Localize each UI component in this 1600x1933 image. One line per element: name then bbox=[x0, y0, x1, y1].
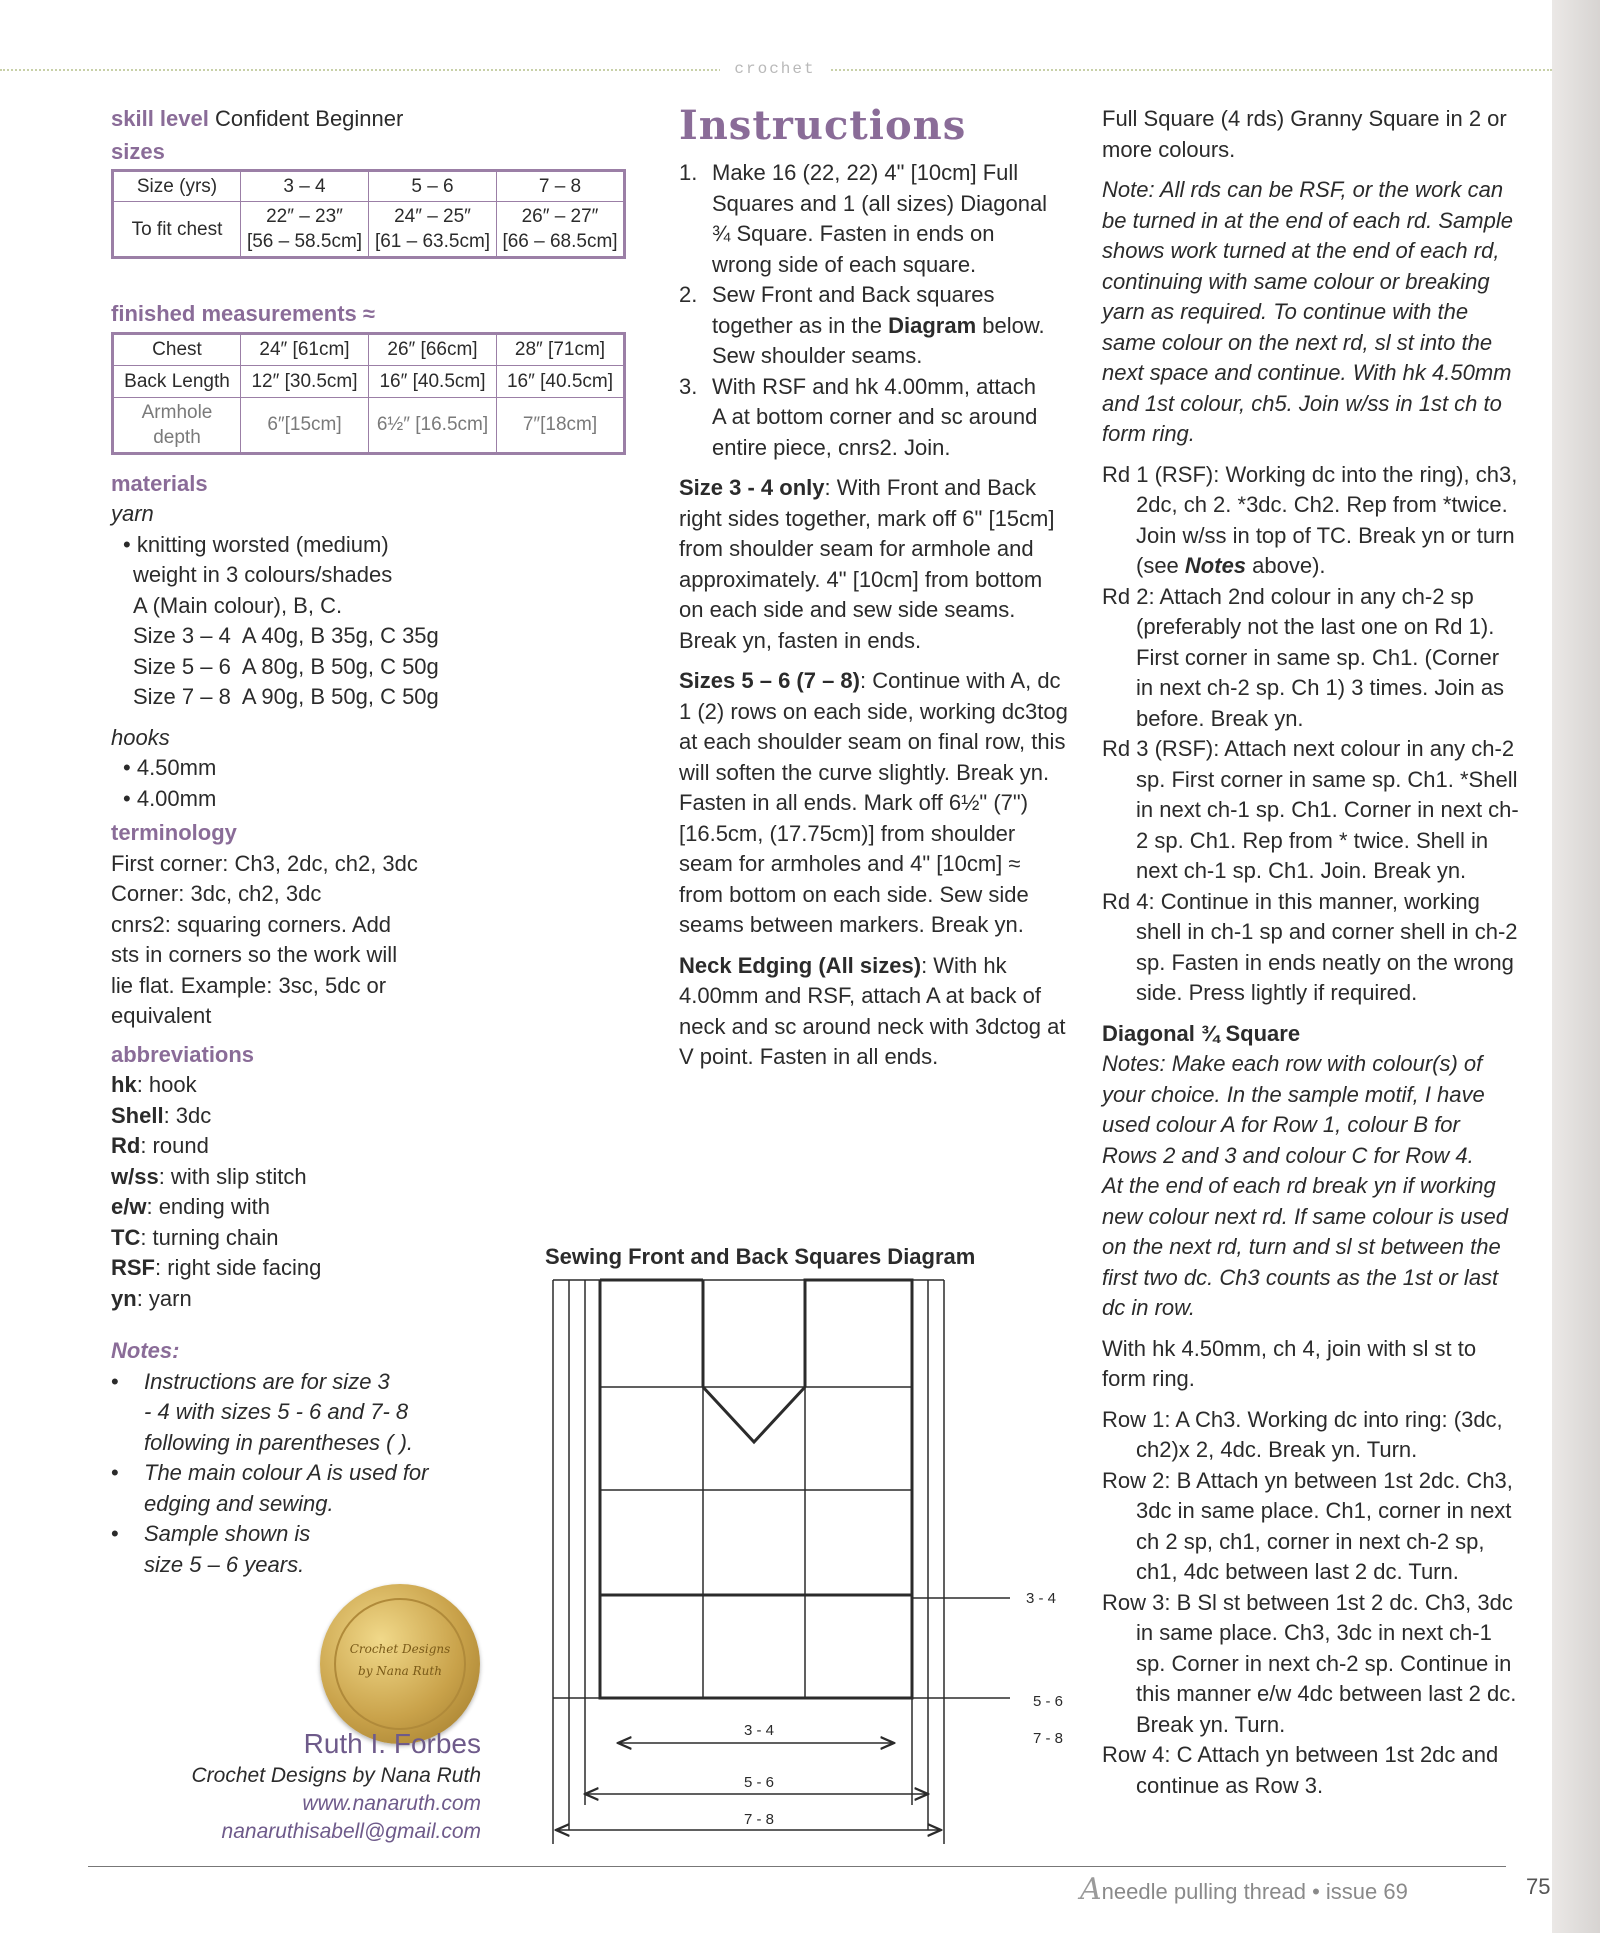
finished-table: Chest 24″ [61cm] 26″ [66cm] 28″ [71cm] Back Length 12″ [30.5cm] 16″ [40.5cm] 16″ [40.5cm] Armhole depth 6″[15cm] 6½″ [16.5cm] 7″[18cm] bbox=[111, 332, 626, 455]
abbreviation-item: w/ss: with slip stitch bbox=[111, 1163, 307, 1189]
instruction-steps bbox=[679, 158, 1069, 463]
abbreviation-item: TC: turning chain bbox=[111, 1224, 279, 1250]
instruction-step: 3. With RSF and hk 4.00mm, attach A at bottom corner and sc around entire piece, cnrs2. Join. bbox=[679, 373, 1038, 460]
abbreviation-item: e/w: ending with bbox=[111, 1194, 270, 1219]
abbreviation-item: yn: yarn bbox=[111, 1285, 192, 1311]
diagram-label: 7 - 8 bbox=[1033, 1730, 1064, 1747]
terminology-line: First corner: Ch3, 2dc, ch2, 3dc bbox=[111, 850, 418, 876]
designer-website-link[interactable]: www.nanaruth.com bbox=[302, 1792, 481, 1815]
diagonal-title: Diagonal ¾ Square bbox=[1102, 1020, 1301, 1046]
diagonal-notes: Notes: Make each row with colour(s) of your choice. In the sample motif, I have used colour A for Row 1, colour B for Rows 2 and 3 and colour C for Row 4. bbox=[1102, 1051, 1485, 1168]
yarn-size-line: Size 7 – 8 A 90g, B 50g, C 50g bbox=[133, 684, 439, 709]
note-item: • Sample shown is size 5 – 6 years. bbox=[111, 1521, 311, 1577]
designer-email-link[interactable]: nanaruthisabell@gmail.com bbox=[221, 1820, 481, 1843]
row-item: Row 1: A Ch3. Working dc into ring: (3dc, ch2)x 2, 4dc. Break yn. Turn. bbox=[1102, 1406, 1503, 1462]
yarn-size-line: Size 5 – 6 A 80g, B 50g, C 50g bbox=[133, 653, 439, 679]
neck-paragraph: Neck Edging (All sizes): With hk 4.00mm and RSF, attach A at back of neck and sc around neck with 3dctog at V point. Fasten in all ends. bbox=[679, 952, 1066, 1069]
terminology-line: Corner: 3dc, ch2, 3dc bbox=[111, 881, 322, 906]
abbreviations-heading: abbreviations bbox=[111, 1041, 255, 1067]
instructions-title: Instructions bbox=[679, 102, 967, 149]
row-item: Row 2: B Attach yn between 1st 2dc. Ch3, 3dc in same place. Ch1, corner in next ch 2 sp, ch1, corner in next ch-2 sp, ch1, 4dc between last 2 dc. Turn. bbox=[1102, 1467, 1513, 1584]
gold-seal-logo: Crochet Designs by Nana Ruth bbox=[320, 1584, 480, 1744]
left-column bbox=[111, 104, 651, 1580]
diagram-label: 5 - 6 bbox=[1033, 1693, 1064, 1710]
abbreviation-item: hk: hook bbox=[111, 1072, 197, 1097]
yarn-line-2: weight in 3 colours/shades bbox=[133, 562, 393, 587]
skill-level: skill level Confident Beginner bbox=[111, 106, 404, 131]
terminology-heading: terminology bbox=[111, 820, 237, 845]
hooks-label: hooks bbox=[111, 724, 170, 750]
terminology-line: equivalent bbox=[111, 1003, 212, 1028]
terminology-line: sts in corners so the work will bbox=[111, 942, 398, 967]
row-item: Row 3: B Sl st between 1st 2 dc. Ch3, 3dc in same place. Ch3, 3dc in next ch-1 sp. Corner in next ch-2 sp. Continue in this manner e/w 4dc between last 2 dc. Break yn. Turn. bbox=[1102, 1589, 1517, 1737]
notes-box bbox=[111, 1336, 651, 1580]
terminology-line: cnrs2: squaring corners. Add bbox=[111, 911, 392, 937]
page-number: 75 bbox=[1526, 1874, 1551, 1899]
row-item: Row 4: C Attach yn between 1st 2dc and continue as Row 3. bbox=[1102, 1742, 1499, 1798]
middle-column bbox=[679, 104, 1069, 1073]
abbreviation-item: RSF: right side facing bbox=[111, 1255, 322, 1280]
magazine-logo-letter: A bbox=[1080, 1872, 1102, 1907]
diagram-title: Sewing Front and Back Squares Diagram bbox=[545, 1244, 976, 1269]
round-item: Rd 4: Continue in this manner, working shell in ch-1 sp and corner shell in ch-2 sp. Fasten in ends neatly on the wrong side. Press lightly if required. bbox=[1102, 888, 1518, 1005]
yarn-label: yarn bbox=[111, 501, 154, 526]
right-column bbox=[1102, 104, 1520, 1801]
section-label: crochet bbox=[720, 60, 830, 78]
yarn-line-1: • knitting worsted (medium) bbox=[123, 531, 389, 557]
note-item: • The main colour A is used for edging and sewing. bbox=[111, 1460, 429, 1516]
diagram-label: 7 - 8 bbox=[744, 1811, 775, 1828]
abbreviation-item: Shell: 3dc bbox=[111, 1102, 212, 1128]
diagonal-notes-2: At the end of each rd break yn if working new colour next rd. If same colour is used on the next rd, turn and sl st between the first two dc. Ch3 counts as the 1st or last dc in row. bbox=[1102, 1173, 1508, 1320]
abbreviation-item: Rd: round bbox=[111, 1133, 209, 1158]
yarn-line-3: A (Main colour), B, C. bbox=[133, 592, 343, 618]
size58-paragraph: Sizes 5 – 6 (7 – 8): Continue with A, dc 1 (2) rows on each side, working dc3tog at each shoulder seam on final row, this will soften the curve slightly. Break yn. Fasten in all ends. Mark off 6½" (7") [16.5cm, (17.75cm)] from shoulder seam for armholes and 4" [10cm] ≈ from bottom on each side. Sew side seams between markers. Break yn. bbox=[679, 668, 1068, 937]
diagram-label: 3 - 4 bbox=[1026, 1590, 1057, 1607]
round-item: Rd 1 (RSF): Working dc into the ring), ch3, 2dc, ch 2. *3dc. Ch2. Rep from *twice. Join w/ss in top of TC. Break yn or turn (see Notes above). bbox=[1102, 461, 1518, 578]
diagram-label: 5 - 6 bbox=[744, 1774, 775, 1791]
yarn-size-line: Size 3 – 4 A 40g, B 35g, C 35g bbox=[133, 623, 439, 648]
terminology-line: lie flat. Example: 3sc, 5dc or bbox=[111, 972, 387, 998]
diagonal-intro: With hk 4.50mm, ch 4, join with sl st to form ring. bbox=[1102, 1335, 1477, 1391]
footer-rule bbox=[88, 1866, 1506, 1867]
designer-name: Ruth I. Forbes bbox=[303, 1728, 481, 1759]
sizes-heading: sizes bbox=[111, 138, 165, 164]
finished-heading: finished measurements ≈ bbox=[111, 301, 375, 326]
instruction-step: 1. Make 16 (22, 22) 4" [10cm] Full Squares and 1 (all sizes) Diagonal ¾ Square. Fasten in ends on wrong side of each square. bbox=[679, 160, 1048, 277]
round-item: Rd 2: Attach 2nd colour in any ch-2 sp (preferably not the last one on Rd 1). First corner in same sp. Ch1. (Corner in next ch-2 sp. Ch 1) 3 times. Join as before. Break yn. bbox=[1102, 583, 1505, 731]
note-item: • Instructions are for size 3 - 4 with sizes 5 - 6 and 7- 8 following in parentheses ( ). bbox=[111, 1368, 414, 1455]
hook-item: • 4.00mm bbox=[123, 785, 217, 811]
designer-company: Crochet Designs by Nana Ruth bbox=[191, 1764, 481, 1787]
size34-paragraph: Size 3 - 4 only: With Front and Back right sides together, mark off 6" [15cm] from shoulder seam for armhole and approximately. 4" [10cm] from bottom on each side and sew side seams. Break yn, fasten in ends. bbox=[679, 475, 1055, 653]
notes-heading: Notes: bbox=[111, 1338, 180, 1363]
footer-magazine: Aneedle pulling thread • issue 69 bbox=[1080, 1872, 1408, 1907]
sizes-table: Size (yrs) 3 – 4 5 – 6 7 – 8 To fit chest 22″ – 23″ [56 – 58.5cm] 24″ – 25″ [61 – 63.5cm] 26″ – 27″ [66 – 68.5cm] bbox=[111, 169, 626, 259]
designer-signature bbox=[111, 1726, 481, 1846]
round-item: Rd 3 (RSF): Attach next colour in any ch-2 sp. First corner in same sp. Ch1. *Shell in next ch-1 sp. Ch1. Corner in next ch-2 sp. Ch1. Rep from * twice. Shell in next ch-1 sp. Ch1. Join. Break yn. bbox=[1102, 736, 1519, 883]
hook-item: • 4.50mm bbox=[123, 755, 217, 780]
page-edge-shadow bbox=[1552, 0, 1600, 1933]
full-square-title: Full Square (4 rds) Granny Square in 2 or more colours. bbox=[1102, 106, 1507, 162]
materials-heading: materials bbox=[111, 470, 208, 496]
instruction-step: 2. Sew Front and Back squares together as in the Diagram below. Sew shoulder seams. bbox=[679, 282, 1045, 368]
diagram-label: 3 - 4 bbox=[744, 1722, 775, 1739]
full-square-note: Note: All rds can be RSF, or the work can be turned in at the end of each rd. Sample shows work turned at the end of each rd, continuing with same colour or breaking yarn as required. To continue with the same colour on the next rd, sl st into the next space and continue. With hk 4.50mm and 1st colour, ch5. Join w/ss in 1st ch to form ring. bbox=[1102, 177, 1513, 446]
